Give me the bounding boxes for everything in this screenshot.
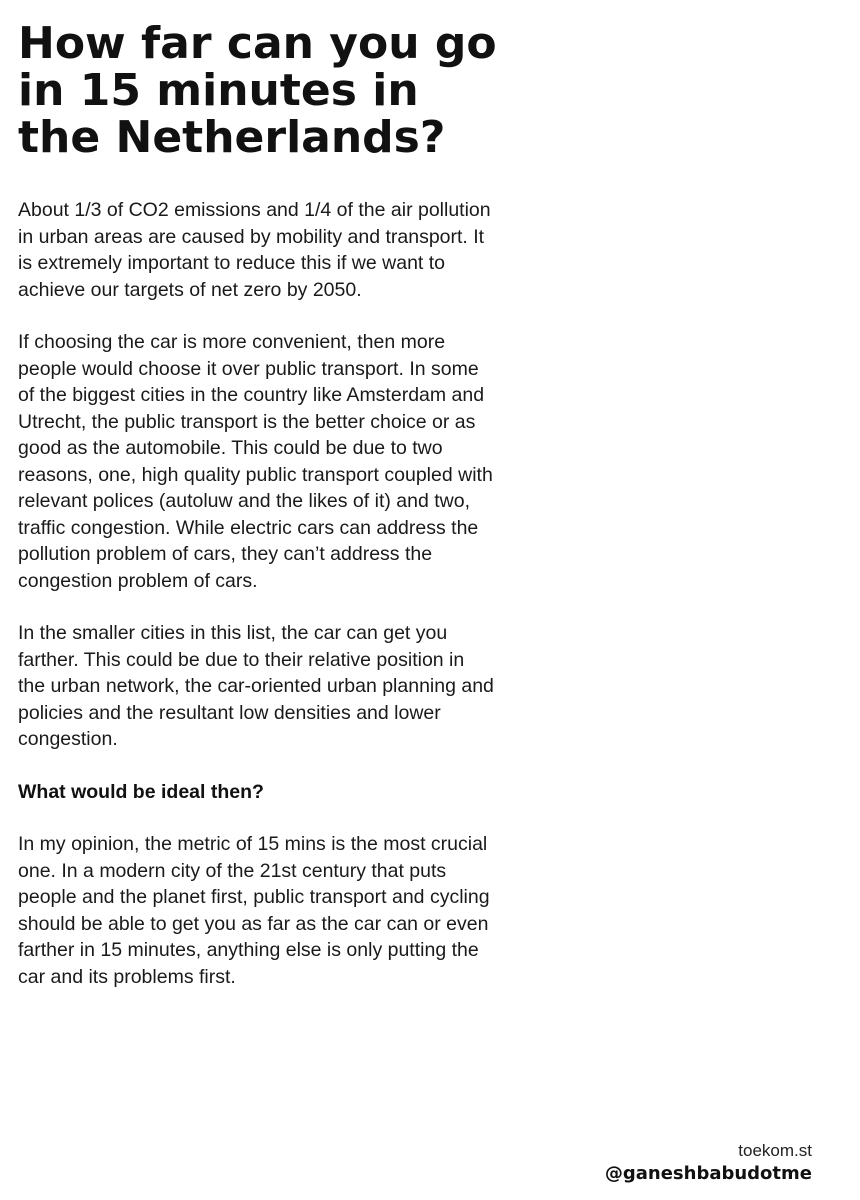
text-line: relevant polices (autoluw and the likes of it) and two, [18, 490, 470, 512]
text-line: is extremely important to reduce this if we want to [18, 252, 446, 274]
paragraph-emissions [18, 197, 818, 303]
footer-handle: @ganeshbabudotme [604, 1163, 812, 1184]
text-line: congestion problem of cars. [18, 569, 258, 592]
footer-site: toekom.st [738, 1141, 812, 1160]
paragraph-convenience [18, 329, 818, 594]
title-line: How far can you go [18, 18, 497, 69]
text-line: Utrecht, the public transport is the better choice or as [18, 410, 476, 433]
credits-footer [605, 1140, 812, 1186]
text-line: good as the automobile. This could be due to two [18, 437, 443, 459]
text-line: farther. This could be due to their relative position in [18, 648, 465, 671]
text-line: people would choose it over public transport. In some [18, 357, 479, 380]
text-line: in urban areas are caused by mobility and transport. It [18, 225, 485, 248]
text-line: farther in 15 minutes, anything else is only putting the [18, 939, 479, 961]
text-line: achieve our targets of net zero by 2050. [18, 278, 362, 301]
title-line: the Netherlands? [18, 112, 446, 163]
text-line: traffic congestion. While electric cars can address the [18, 516, 479, 539]
text-line: About 1/3 of CO2 emissions and 1/4 of the air pollution [18, 199, 491, 221]
text-line: reasons, one, high quality public transport coupled with [18, 463, 493, 486]
text-line: of the biggest cities in the country like Amsterdam and [18, 384, 485, 406]
text-line: congestion. [18, 728, 118, 750]
text-line: In my opinion, the metric of 15 mins is the most crucial [18, 833, 488, 855]
text-line: one. In a modern city of the 21st century that puts [18, 859, 447, 882]
text-line: the urban network, the car-oriented urban planning and [18, 675, 494, 697]
text-line: pollution problem of cars, they can’t address the [18, 543, 433, 565]
section-subheading: What would be ideal then? [18, 780, 264, 803]
page-title [18, 20, 818, 161]
text-line: policies and the resultant low densities and lower [18, 701, 441, 724]
text-line: people and the planet first, public transport and cycling [18, 886, 490, 908]
text-line: If choosing the car is more convenient, then more [18, 331, 446, 353]
paragraph-smaller-cities [18, 620, 818, 753]
text-line: should be able to get you as far as the car can or even [18, 912, 489, 935]
text-line: car and its problems first. [18, 965, 236, 988]
text-line: In the smaller cities in this list, the car can get you [18, 622, 448, 644]
article-body [18, 197, 818, 990]
document-page [18, 20, 818, 1016]
paragraph-opinion [18, 831, 818, 990]
title-line: in 15 minutes in [18, 65, 419, 116]
